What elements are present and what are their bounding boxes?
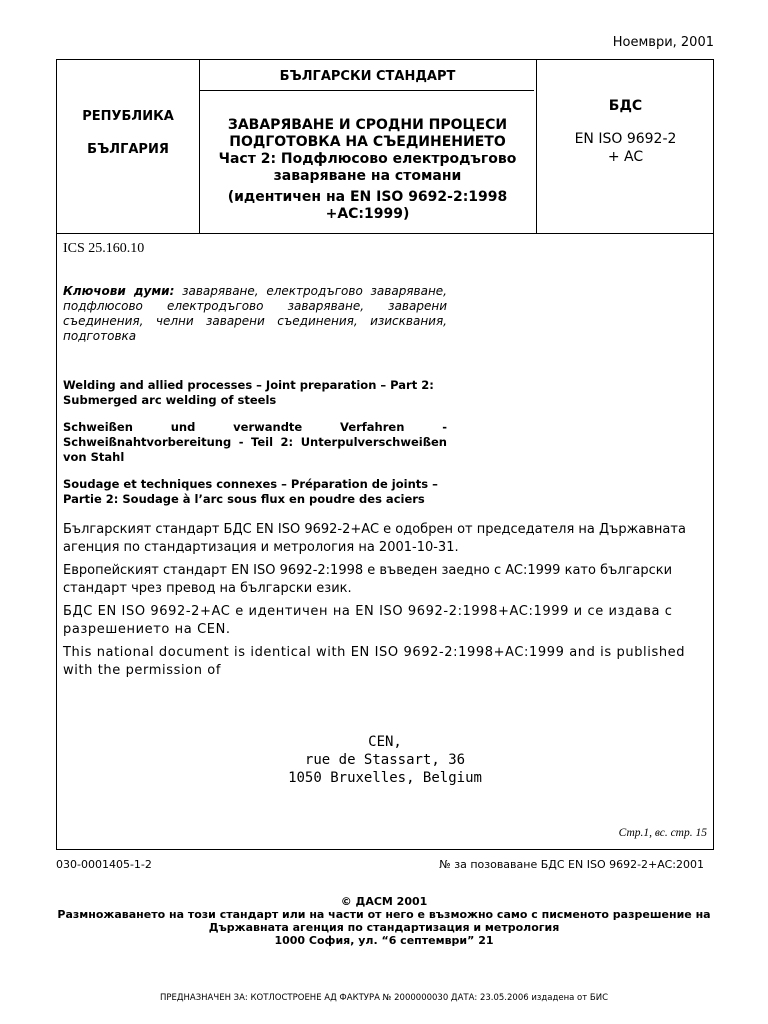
keywords-text: заваряване, електродъгово заваряване, подфлюсово електродъгово заваряване, заварени съединения, челни заварени съединения, изисквания, подготовка [63,284,447,343]
french-title: Soudage et techniques connexes – Préparation de joints – Partie 2: Soudage à l’arc sous flux en poudre des aciers [63,477,438,506]
country-line-1: РЕПУБЛИКА [82,109,174,124]
code-line: + AC [607,149,644,165]
code-block [536,97,715,166]
german-title: Schweißen und verwandte Verfahren - Schweißnahtvorbereitung - Teil 2: Unterpulverschweißen von Stahl [63,420,447,464]
copyright-line: © ДАСМ 2001 [340,895,428,908]
title-line: Част 2: Подфлюсово електродъгово [218,151,517,167]
english-title: Welding and allied processes – Joint preparation – Part 2: Submerged arc welding of steels [63,378,434,407]
title-divider [199,90,534,91]
header-divider [57,233,713,234]
license-note: ПРЕДНАЗНАЧЕН ЗА: КОТЛОСТРОЕНЕ АД ФАКТУРА № 2000000030 ДАТА: 23.05.2006 издадена от БИС [159,993,609,1003]
reference-number: № за позоваване БДС EN ISO 9692-2+AC:2001 [439,858,704,871]
copyright-line: Държавната агенция по стандартизация и метрология [208,921,560,934]
approval-paragraph: Българският стандарт БДС EN ISO 9692-2+AC е одобрен от председателя на Държавната агенция по стандартизация и метрология на 2001-10-31. [63,522,686,555]
copyright-line: 1000 София, ул. “6 септември” 21 [274,934,494,947]
title-line: (идентичен на EN ISO 9692-2:1998 [227,189,508,205]
address-line: CEN, [368,734,402,750]
adoption-paragraph: Европейският стандарт EN ISO 9692-2:1998 е въведен заедно с AC:1999 като български стандарт чрез превод на български език. [63,563,673,596]
keywords-label: Ключови думи: [63,284,175,298]
title-line: ЗАВАРЯВАНЕ И СРОДНИ ПРОЦЕСИ [227,117,508,133]
country-line-2: БЪЛГАРИЯ [87,142,169,157]
copyright-block [0,895,768,947]
title-line: ПОДГОТОВКА НА СЪЕДИНЕНИЕТО [229,134,506,150]
document-number: 030-0001405-1-2 [56,858,152,871]
publication-date: Ноември, 2001 [612,35,714,50]
address-line: rue de Stassart, 36 [304,752,466,768]
identity-paragraph: БДС EN ISO 9692-2+AC е идентичен на EN ISO 9692-2:1998+AC:1999 и се издава с разрешението на CEN. [63,604,673,637]
cen-address [57,733,713,787]
bds-label: БДС [608,98,643,114]
country-block [57,100,199,166]
copyright-line: Размножаването на този стандарт или на части от него е възможно само с писменото разрешение на [57,908,711,921]
standard-label: БЪЛГАРСКИ СТАНДАРТ [279,69,456,84]
title-line: +AC:1999) [325,206,410,222]
title-line: заваряване на стомани [273,168,462,184]
keywords [63,284,447,344]
document-body [63,241,703,680]
address-line: 1050 Bruxelles, Belgium [288,770,482,786]
ics-code: ICS 25.160.10 [63,241,145,256]
english-notice-paragraph: This national document is identical with EN ISO 9692-2:1998+AC:1999 and is published with the permission of [63,645,686,678]
code-line: EN ISO 9692-2 [574,131,677,147]
page-reference: Стр.1, вс. стр. 15 [618,827,707,839]
standard-title [199,117,536,223]
standard-frame [56,59,714,850]
